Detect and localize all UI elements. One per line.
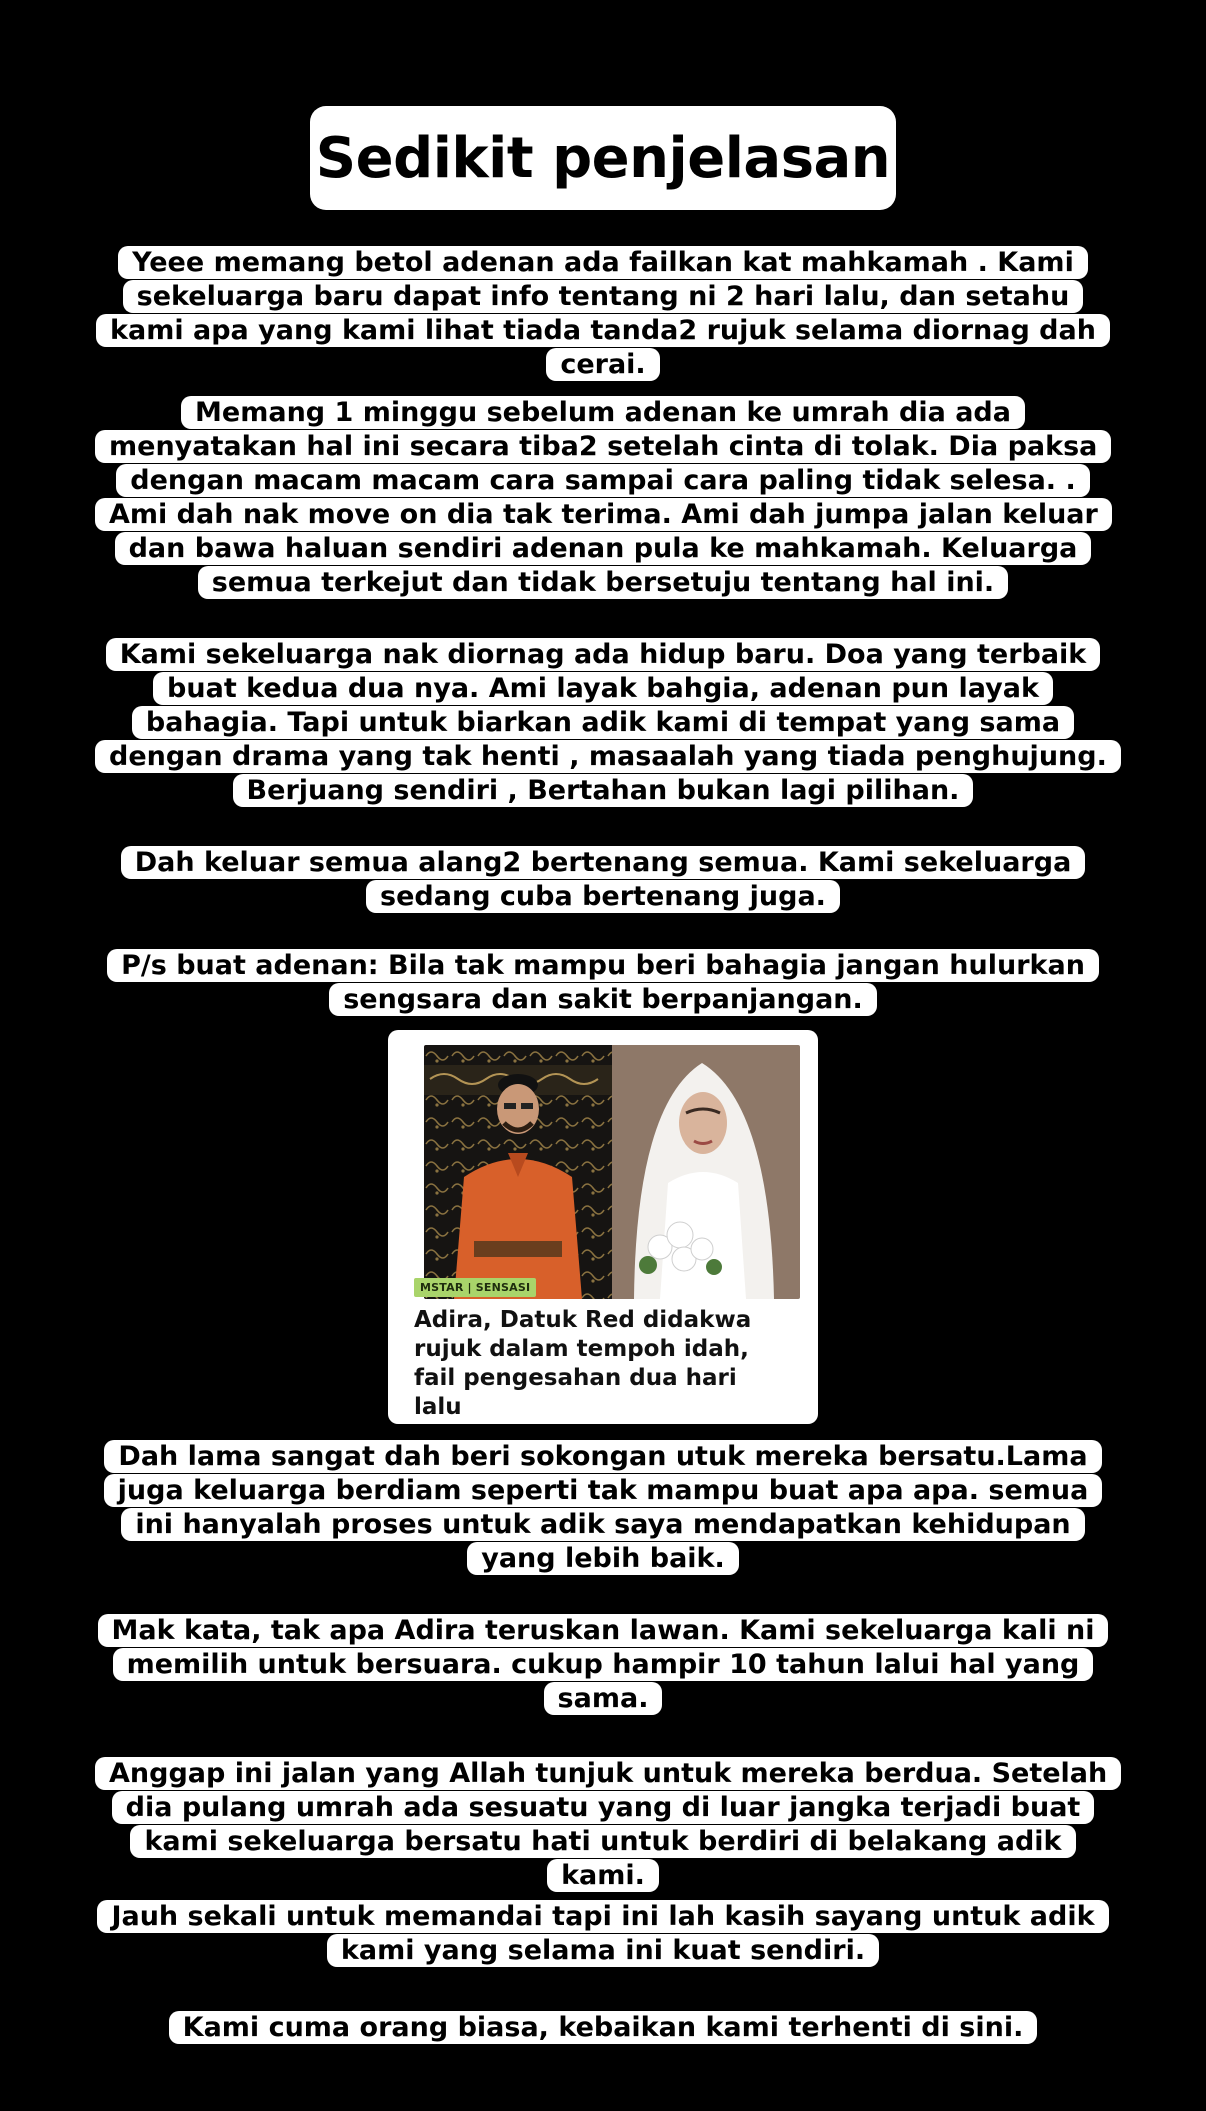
paragraph-10: [95, 2011, 1111, 2045]
paragraph-3: [95, 638, 1111, 808]
paragraph-10-text: Kami cuma orang biasa, kebaikan kami terhenti di sini.: [169, 2011, 1038, 2044]
news-card[interactable]: [388, 1030, 818, 1424]
paragraph-1-text: Yeee memang betol adenan ada failkan kat mahkamah . Kami sekeluarga baru dapat info tentang ni 2 hari lalu, dan setahu kami apa yang kami lihat tiada tanda2 rujuk selama diornag dah cerai.: [96, 246, 1110, 381]
paragraph-9: [95, 1900, 1111, 1968]
paragraph-5-text: P/s buat adenan: Bila tak mampu beri bahagia jangan hulurkan sengsara dan sakit berpanjangan.: [107, 949, 1099, 1016]
paragraph-9-text: Jauh sekali untuk memandai tapi ini lah kasih sayang untuk adik kami yang selama ini kuat sendiri.: [97, 1900, 1108, 1967]
paragraph-1: [95, 246, 1111, 382]
paragraph-8-text: Anggap ini jalan yang Allah tunjuk untuk mereka berdua. Setelah dia pulang umrah ada sesuatu yang di luar jangka terjadi buat kami sekeluarga bersatu hati untuk berdiri di belakang adik kami.: [95, 1757, 1121, 1892]
paragraph-5: [95, 949, 1111, 1017]
couple-photo-icon: [424, 1045, 800, 1299]
paragraph-8: [95, 1757, 1111, 1893]
news-headline[interactable]: Adira, Datuk Red didakwa rujuk dalam tempoh idah, fail pengesahan dua hari lalu: [414, 1307, 752, 1420]
paragraph-7: [95, 1614, 1111, 1716]
paragraph-3-text: Kami sekeluarga nak diornag ada hidup baru. Doa yang terbaik buat kedua dua nya. Ami layak bahgia, adenan pun layak bahagia. Tapi untuk biarkan adik kami di tempat yang sama dengan drama yang tak henti , masaalah yang tiada penghujung. Berjuang sendiri , Bertahan bukan lagi pilihan.: [95, 638, 1121, 807]
page-title: Sedikit penjelasan: [315, 125, 891, 191]
paragraph-6-text: Dah lama sangat dah beri sokongan utuk mereka bersatu.Lama juga keluarga berdiam seperti tak mampu buat apa apa. semua ini hanyalah proses untuk adik saya mendapatkan kehidupan yang lebih baik.: [104, 1440, 1103, 1575]
paragraph-4: [95, 846, 1111, 914]
paragraph-2-text: Memang 1 minggu sebelum adenan ke umrah dia ada menyatakan hal ini secara tiba2 setelah cinta di tolak. Dia paksa dengan macam macam cara sampai cara paling tidak selesa. . Ami dah nak move on dia tak terima. Ami dah jumpa jalan keluar dan bawa haluan sendiri adenan pula ke mahkamah. Keluarga semua terkejut dan tidak bersetuju tentang hal ini.: [95, 396, 1112, 599]
title-card: [310, 106, 896, 210]
news-source-badge: MSTAR | SENSASI: [414, 1278, 536, 1297]
paragraph-7-text: Mak kata, tak apa Adira teruskan lawan. Kami sekeluarga kali ni memilih untuk bersuara. cukup hampir 10 tahun lalui hal yang sama.: [98, 1614, 1109, 1715]
paragraph-4-text: Dah keluar semua alang2 bertenang semua. Kami sekeluarga sedang cuba bertenang juga.: [121, 846, 1086, 913]
paragraph-2: [95, 396, 1111, 600]
paragraph-6: [95, 1440, 1111, 1576]
